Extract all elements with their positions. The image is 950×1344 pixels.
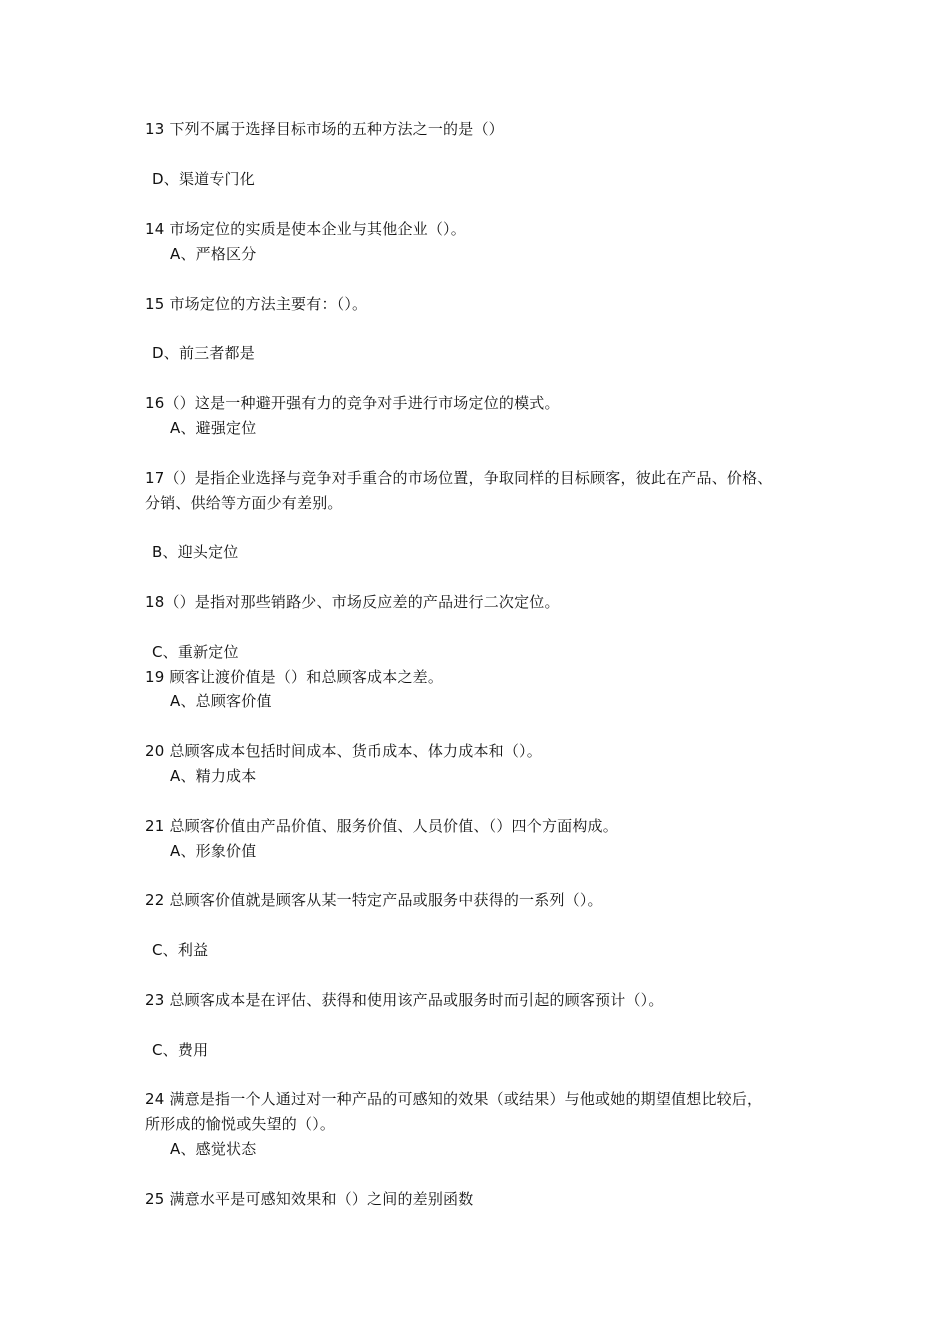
question-17-line-2: 分销、供给等方面少有差别。 bbox=[145, 494, 343, 512]
answer-15: D、前三者都是 bbox=[152, 344, 255, 362]
question-22: 22 总顾客价值就是顾客从某一特定产品或服务中获得的一系列（）。 bbox=[145, 891, 603, 909]
question-17-line-1: 17（）是指企业选择与竞争对手重合的市场位置，争取同样的目标顾客，彼此在产品、价格、 bbox=[145, 469, 773, 487]
answer-18: C、重新定位 bbox=[152, 643, 239, 661]
question-19: 19 顾客让渡价值是（）和总顾客成本之差。 bbox=[145, 668, 444, 686]
question-15: 15 市场定位的方法主要有：（）。 bbox=[145, 295, 368, 313]
answer-14: A、严格区分 bbox=[170, 245, 257, 263]
answer-22: C、利益 bbox=[152, 941, 209, 959]
question-18: 18（）是指对那些销路少、市场反应差的产品进行二次定位。 bbox=[145, 593, 560, 611]
question-16: 16（）这是一种避开强有力的竞争对手进行市场定位的模式。 bbox=[145, 394, 560, 412]
answer-17: B、迎头定位 bbox=[152, 543, 239, 561]
question-24-line-1: 24 满意是指一个人通过对一种产品的可感知的效果（或结果）与他或她的期望值想比较后， bbox=[145, 1090, 763, 1108]
question-20: 20 总顾客成本包括时间成本、货币成本、体力成本和（）。 bbox=[145, 742, 542, 760]
answer-24: A、感觉状态 bbox=[170, 1140, 257, 1158]
question-21: 21 总顾客价值由产品价值、服务价值、人员价值、（）四个方面构成。 bbox=[145, 817, 618, 835]
answer-20: A、精力成本 bbox=[170, 767, 257, 785]
question-14: 14 市场定位的实质是使本企业与其他企业（）。 bbox=[145, 220, 466, 238]
answer-23: C、费用 bbox=[152, 1041, 209, 1059]
question-25: 25 满意水平是可感知效果和（）之间的差别函数 bbox=[145, 1190, 474, 1208]
answer-19: A、总顾客价值 bbox=[170, 692, 272, 710]
question-24-line-2: 所形成的愉悦或失望的（）。 bbox=[145, 1115, 336, 1133]
question-23: 23 总顾客成本是在评估、获得和使用该产品或服务时而引起的顾客预计（）。 bbox=[145, 991, 664, 1009]
answer-16: A、避强定位 bbox=[170, 419, 257, 437]
question-13: 13 下列不属于选择目标市场的五种方法之一的是（） bbox=[145, 120, 504, 138]
answer-21: A、形象价值 bbox=[170, 842, 257, 860]
answer-13: D、渠道专门化 bbox=[152, 170, 255, 188]
